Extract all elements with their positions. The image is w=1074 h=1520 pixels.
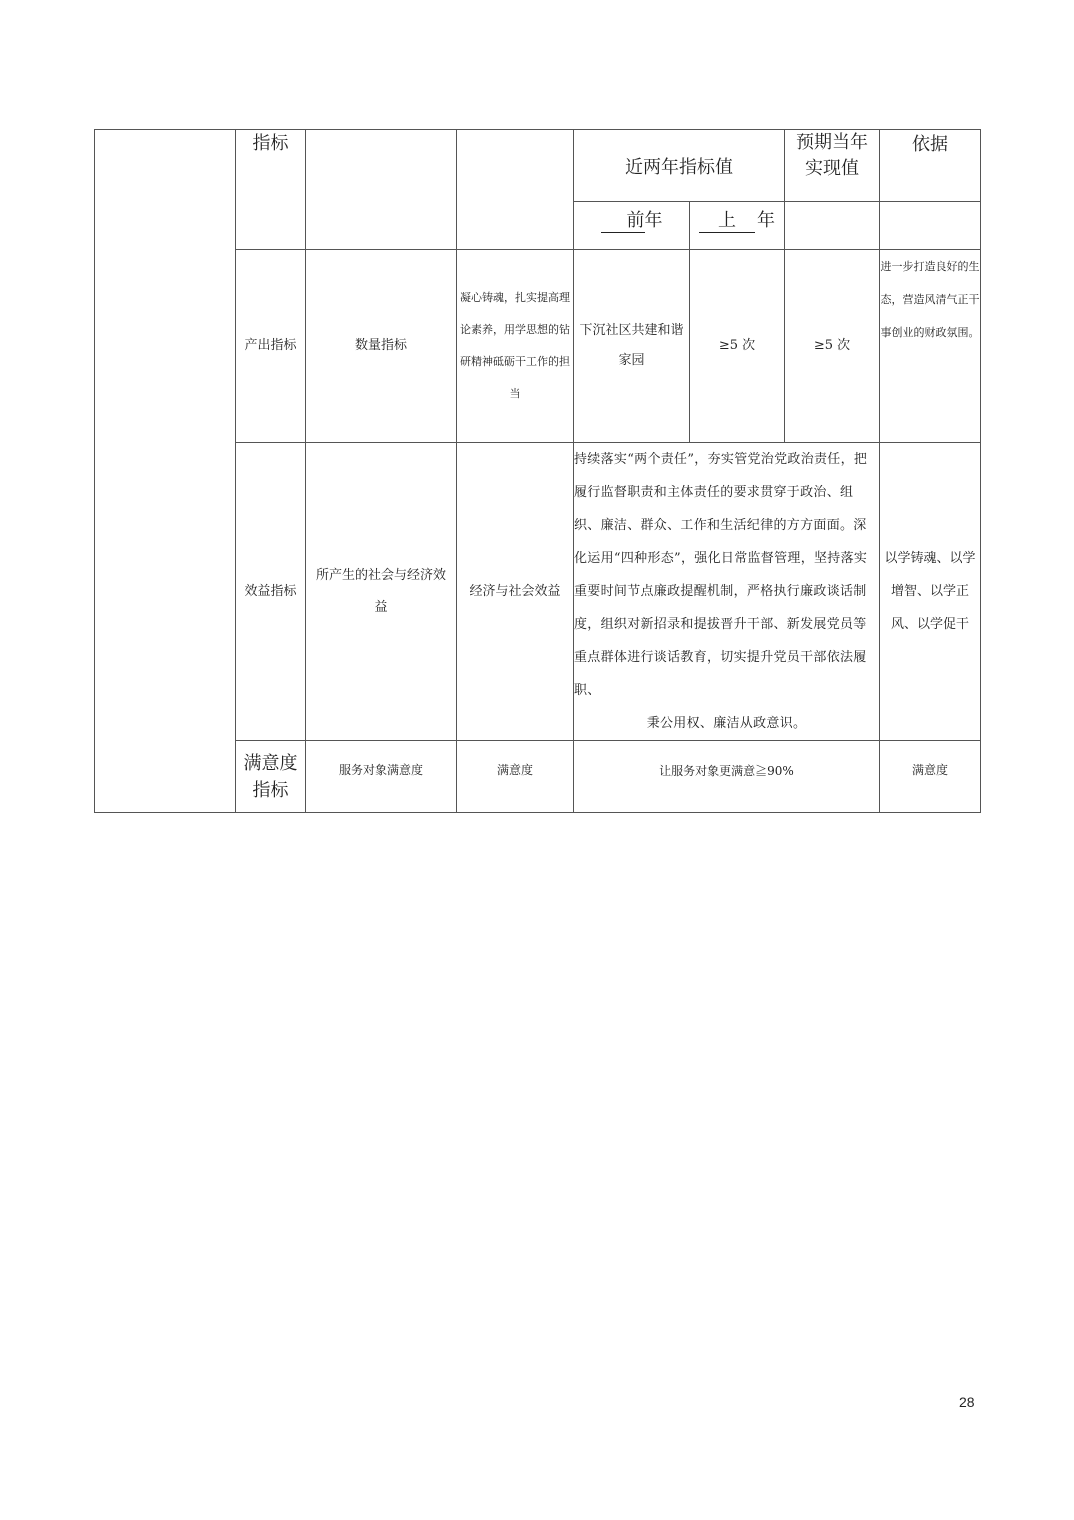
output-basis-text: 进一步打造良好的生态，营造风清气正干事创业的财政氛围。 [880,250,981,443]
header-expected-line2: 实现值 [805,158,859,179]
benefit-level3-text: 经济与社会效益 [457,443,574,741]
benefit-description-last-line: 秉公用权、廉洁从政意识。 [646,716,807,731]
benefit-description: 持续落实“两个责任”，夯实管党治党政治责任，把履行监督职责和主体责任的要求贯穿于政治、组织、廉洁、群众、工作和生活纪律的方方面面。深化运用“四种形态”，强化日常监督管理，坚持落实重要时间节点廉政提醒机制，严格执行廉政谈话制度，组织对新招录和提拔晋升干部、新发展党员等重点群体进行谈话教育，切实提升党员干部依法履职、 [574,452,868,698]
satisfaction-level2-text: 服务对象满意度 [306,741,457,813]
header-recent-two-years-cell [574,130,785,202]
satisfaction-indicator-line1: 满意度 [243,752,298,774]
header-blank-basis [880,202,981,250]
satisfaction-indicator-line2: 指标 [252,779,289,801]
output-level3-text: 凝心铸魂，扎实提高理论素养，用学思想的钻研精神砥砺干工作的担当 [457,250,574,443]
header-year-before-last: 前 [601,206,645,233]
header-recent-two-years: 近两年指标值 [625,156,733,178]
satisfaction-indicator-label-cell [236,741,306,813]
benefit-level2-text: 所产生的社会与经济效益 [306,443,457,741]
output-year-before-last-value: ≥5 次 [690,250,785,443]
header-basis: 依据 [912,134,948,155]
output-indicator-label: 产出指标 [236,250,306,443]
blank-left-column [95,130,236,813]
header-basis-cell [880,130,981,202]
output-last-year-value: ≥5 次 [785,250,880,443]
page-number: 28 [959,1394,975,1410]
header-blank-level3 [457,130,574,250]
output-target-text: 下沉社区共建和谐家园 [574,250,690,443]
benefit-basis-text: 以学铸魂、以学增智、以学正风、以学促干 [880,443,981,741]
header-year-before-last-cell [574,202,690,250]
header-expected-cell [785,130,880,202]
satisfaction-target-text: 让服务对象更满意≧90% [574,741,880,813]
header-last-year: 上 [699,206,755,233]
header-expected-line1: 预期当年 [796,132,868,153]
header-blank-expected [785,202,880,250]
satisfaction-level3-text: 满意度 [457,741,574,813]
header-blank-level2 [306,130,457,250]
benefit-description-cell [574,443,880,741]
header-indicator-cell [236,130,306,250]
benefit-indicator-label: 效益指标 [236,443,306,741]
header-year-suffix-2: 年 [757,210,775,231]
header-year-suffix-1: 年 [644,210,663,231]
quantity-indicator-label: 数量指标 [306,250,457,443]
satisfaction-basis-text: 满意度 [880,741,981,813]
header-indicator: 指标 [252,133,289,154]
header-last-year-cell [690,202,785,250]
performance-indicator-table [94,129,981,813]
